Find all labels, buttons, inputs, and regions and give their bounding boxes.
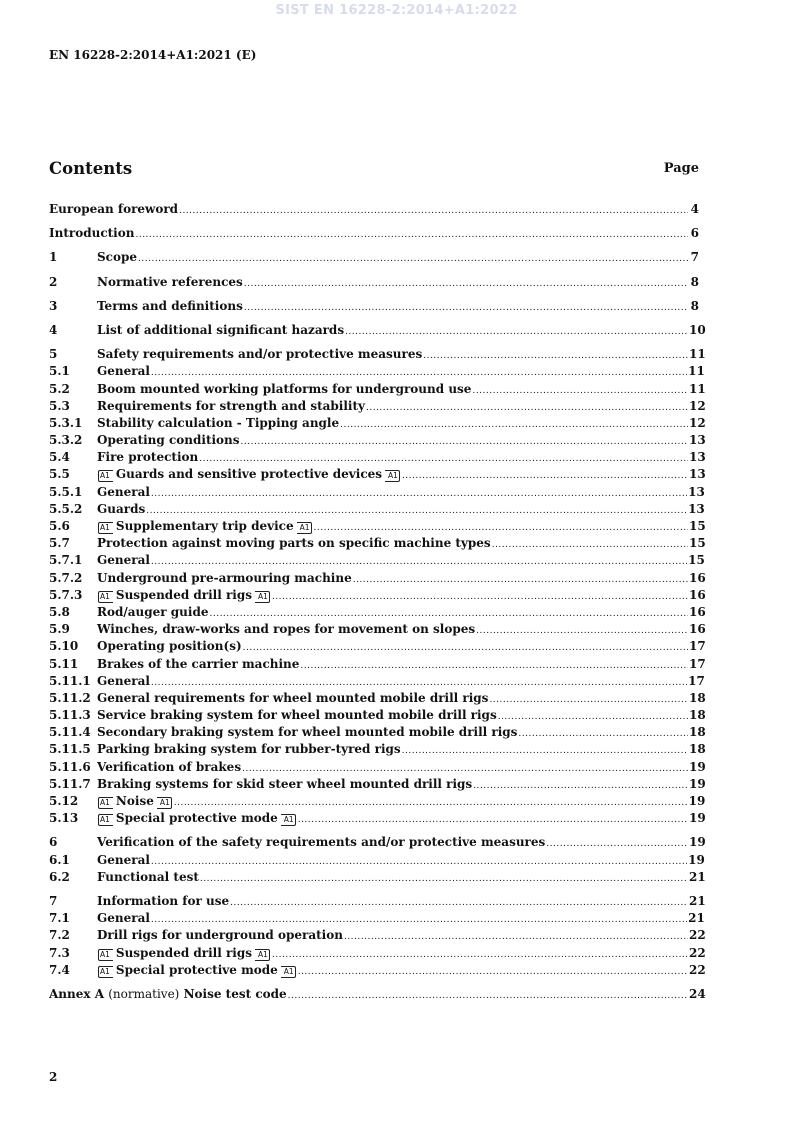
toc-entry-text: Supplementary trip device [115,519,294,533]
amendment-start-icon: A1 [98,522,113,534]
toc-entry-number: 7.1 [49,911,70,926]
toc-entry-number: 5.4 [49,450,70,465]
dot-leader [138,249,688,268]
toc-entry-page: 4 [690,202,699,216]
toc-entry-page: 21 [688,911,705,926]
toc-entry-text: Introduction [49,226,135,241]
toc-entry-title [97,298,243,315]
toc-entry-text: Boom mounted working platforms for underground use [97,381,472,396]
toc-entry-title [97,604,208,621]
annex-qualifier: (normative) [108,986,180,1001]
toc-entry-page: 18 [689,690,706,705]
toc-entry-number: 5.11.4 [49,725,91,740]
toc-entry-text: Underground pre-armouring machine [97,570,352,585]
toc-entry-number: 5.5.1 [49,484,83,499]
table-of-contents [49,201,706,1003]
toc-entry-page: 18 [689,725,706,740]
toc-entry-page: 16 [689,604,706,619]
toc-entry-title [97,552,150,569]
toc-entry-page: 16 [689,570,706,585]
toc-entry[interactable] [49,962,706,979]
toc-entry-page: 19 [689,811,706,826]
toc-entry[interactable] [49,852,705,869]
toc-entry-page: 22 [689,945,706,960]
toc-entry-page: 12 [689,398,706,413]
toc-entry-number: 5.6 [49,519,70,533]
toc-entry-page: 17 [689,639,706,654]
toc-entry-text: Information for use [97,893,230,908]
toc-entry-number: 5.7.1 [49,553,83,568]
toc-entry-text: Guards and sensitive protective devices [115,467,383,482]
toc-entry-text: General [97,553,150,568]
toc-entry-title [97,741,401,758]
watermark: SIST EN 16228-2:2014+A1:2022 [275,3,518,18]
toc-entry[interactable] [49,673,705,690]
toc-entry-number: 6.1 [49,852,70,867]
toc-entry[interactable] [49,656,706,673]
toc-entry[interactable] [49,201,699,218]
toc-entry-title [97,570,352,587]
toc-entry-title [97,690,488,707]
toc-entry-page: 22 [689,962,706,977]
toc-entry[interactable] [49,724,706,741]
toc-entry-number: 5.11 [49,656,79,671]
toc-entry-title [97,962,297,979]
toc-entry-title [97,673,150,690]
toc-entry-text: Terms and definitions [97,298,243,313]
toc-entry-page: 19 [688,852,705,867]
toc-entry-text: Braking systems for skid steer wheel mounted drill rigs [97,776,473,791]
toc-entry-page: 22 [689,928,706,943]
toc-entry-page: 19 [689,835,706,850]
toc-entry-text: Drill rigs for underground operation [97,928,343,943]
toc-entry-text: Scope [97,250,138,265]
contents-header [49,159,699,181]
toc-entry[interactable] [49,793,706,810]
toc-entry-page: 15 [689,519,706,533]
toc-entry-text: Requirements for strength and stability [97,398,365,413]
amendment-start-icon: A1 [98,949,113,961]
dot-leader [244,298,688,317]
toc-entry-text: General [97,364,150,379]
toc-entry-number: 5.11.6 [49,759,91,774]
toc-entry-number: 5.7.3 [49,587,83,602]
toc-entry[interactable] [49,535,706,552]
toc-entry[interactable] [49,381,706,398]
toc-entry-title [97,759,241,776]
toc-entry-page: 8 [690,274,699,289]
toc-entry-title [97,535,491,552]
toc-entry-number: 5.3.2 [49,433,83,448]
toc-entry-page: 13 [688,484,705,499]
toc-entry-title [97,776,472,793]
toc-entry-title [49,201,178,218]
toc-entry-page: 13 [689,433,706,448]
toc-entry[interactable] [49,518,706,535]
toc-entry-number: 5.11.2 [49,690,91,705]
toc-entry-title [97,587,271,604]
annex-label: Annex A [49,986,105,1001]
toc-entry-title [97,852,150,869]
toc-entry-title [97,449,198,466]
amendment-start-icon: A1 [98,591,113,603]
toc-entry-title [97,869,199,886]
toc-entry-number: 6.2 [49,869,70,884]
toc-entry-title [97,910,150,927]
toc-entry-page: 13 [688,501,705,516]
toc-entry-page: 10 [689,322,706,337]
toc-entry-text: General [97,673,150,688]
toc-entry-text: Verification of the safety requirements and/or protective measures [97,835,546,850]
toc-entry-page: 15 [688,553,705,568]
amendment-end-icon: A1 [255,591,270,603]
dot-leader [298,962,688,981]
toc-entry-text: Parking braking system for rubber-tyred rigs [97,742,401,757]
toc-entry-text: General [97,484,150,499]
toc-entry-page: 19 [689,776,706,791]
toc-entry[interactable] [49,707,706,724]
toc-entry-title [97,274,243,291]
toc-entry-title [97,501,145,518]
toc-entry-text: Fire protection [97,450,199,465]
toc-entry-number: 5.5.2 [49,501,83,516]
toc-entry-number: 5.11.5 [49,742,91,757]
toc-entry[interactable] [49,741,706,758]
toc-entry-title [97,484,150,501]
toc-entry-page: 8 [690,298,699,313]
amendment-end-icon: A1 [281,814,296,826]
toc-entry-title [97,621,475,638]
toc-entry-title [97,249,137,266]
toc-entry-number: 3 [49,298,58,313]
toc-entry-title [97,927,343,944]
toc-entry-number: 5.11.3 [49,708,91,723]
toc-entry-number: 5.3 [49,398,70,413]
toc-entry[interactable] [49,363,705,380]
toc-entry-number: 5.3.1 [49,415,83,430]
dot-leader [345,322,688,341]
toc-entry-text: Winches, draw-works and ropes for movement on slopes [97,622,476,637]
toc-entry-number: 6 [49,835,58,850]
toc-entry-page: 16 [689,622,706,637]
toc-entry-text: Functional test [97,869,199,884]
amendment-end-icon: A1 [281,966,296,978]
toc-entry-title [97,363,150,380]
toc-entry[interactable] [49,810,706,827]
toc-entry-page: 24 [689,986,706,1001]
toc-entry-text: Operating position(s) [97,639,242,654]
toc-entry-text: Noise [115,794,154,808]
toc-entry-title [97,893,229,910]
toc-entry-text: Service braking system for wheel mounted mobile drill rigs [97,708,497,723]
toc-entry-page: 13 [689,450,706,465]
toc-entry-title [97,322,344,339]
toc-entry[interactable] [49,346,706,363]
toc-entry[interactable] [49,604,706,621]
toc-entry-text: Guards [97,501,146,516]
dot-leader [179,201,688,220]
toc-entry-text: Operating conditions [97,433,240,448]
toc-entry-page: 18 [689,742,706,757]
toc-entry-title [97,638,242,655]
toc-entry-number: 5.5 [49,467,70,482]
toc-entry-title [97,810,297,827]
document-id: EN 16228-2:2014+A1:2021 (E) [49,48,257,62]
amendment-end-icon: A1 [297,522,312,534]
toc-entry-number: 7.2 [49,928,70,943]
page-column-title: Page [663,161,699,176]
toc-entry-text: Verification of brakes [97,759,242,774]
toc-entry-text: Protection against moving parts on specific machine types [97,536,491,551]
amendment-end-icon: A1 [255,949,270,961]
amendment-start-icon: A1 [98,814,113,826]
toc-entry[interactable] [49,274,699,291]
toc-entry-number: 5.7.2 [49,570,83,585]
toc-entry-number: 2 [49,274,58,289]
toc-entry-page: 11 [689,347,706,362]
toc-entry-title [97,518,313,535]
toc-entry[interactable] [49,759,706,776]
toc-entry-text: Suspended drill rigs [115,587,252,602]
toc-entry-text: Noise test code [183,986,287,1001]
toc-entry-text: Rod/auger guide [97,604,209,619]
toc-entry-text: Special protective mode [115,962,278,977]
toc-entry-page: 21 [689,869,706,884]
toc-entry-number: 5.7 [49,536,70,551]
footer-page-number: 2 [49,1070,58,1084]
toc-entry-title [97,793,173,810]
toc-entry[interactable] [49,834,706,851]
dot-leader [200,869,688,888]
toc-entry[interactable] [49,638,706,655]
toc-entry-title [97,381,471,398]
toc-entry-page: 19 [688,794,706,808]
toc-entry-page: 18 [689,708,706,723]
toc-entry-number: 5.11.7 [49,776,91,791]
dot-leader [288,986,688,1005]
toc-entry[interactable] [49,927,706,944]
toc-entry-number: 7.4 [49,962,70,977]
toc-entry[interactable] [49,587,706,604]
toc-entry[interactable] [49,776,706,793]
toc-entry[interactable] [49,249,699,266]
dot-leader [135,225,688,244]
toc-entry-number: 5.11.1 [49,673,91,688]
toc-entry[interactable] [49,415,706,432]
toc-entry-text: Special protective mode [115,811,278,826]
toc-entry-page: 19 [689,759,706,774]
amendment-start-icon: A1 [98,797,113,809]
amendment-end-icon: A1 [385,470,400,482]
toc-entry[interactable] [49,621,706,638]
toc-entry[interactable] [49,398,706,415]
toc-entry-title [97,432,240,449]
toc-entry-page: 13 [689,467,706,482]
toc-entry-title [97,707,497,724]
dot-leader [244,274,688,293]
toc-entry-title [97,466,401,483]
toc-entry-page: 15 [689,536,706,551]
toc-entry-title [97,656,299,673]
toc-entry-title [97,945,271,962]
toc-entry-text: List of additional significant hazards [97,322,345,337]
contents-title: Contents [49,159,133,178]
toc-entry-title [97,724,517,741]
toc-entry-title [97,415,339,432]
toc-entry-number: 7 [49,893,58,908]
toc-entry-title [97,398,365,415]
toc-entry-text: General [97,911,150,926]
toc-entry[interactable] [49,225,699,242]
toc-entry[interactable] [49,484,705,501]
toc-entry-page: 6 [690,226,699,241]
toc-entry-number: 5.9 [49,622,70,637]
toc-entry-title [49,986,287,1003]
amendment-start-icon: A1 [98,966,113,978]
dot-leader [298,810,688,829]
toc-entry-number: 5.13 [49,811,79,826]
toc-entry-number: 7.3 [49,945,70,960]
toc-entry-number: 1 [49,250,58,265]
toc-entry-page: 17 [688,673,705,688]
toc-entry-page: 11 [689,381,706,396]
toc-entry-number: 5 [49,347,58,362]
amendment-start-icon: A1 [98,470,113,482]
toc-entry-text: Suspended drill rigs [115,945,252,960]
toc-entry-page: 16 [689,587,706,602]
toc-entry[interactable] [49,869,706,886]
toc-entry[interactable] [49,298,699,315]
toc-entry-text: Normative references [97,274,243,289]
toc-entry[interactable] [49,501,705,518]
toc-entry[interactable] [49,466,706,483]
toc-entry-page: 21 [689,893,706,908]
toc-entry-text: General requirements for wheel mounted mobile drill rigs [97,690,489,705]
toc-entry[interactable] [49,910,705,927]
toc-entry-text: General [97,852,150,867]
toc-entry-title [97,346,422,363]
amendment-end-icon: A1 [157,797,172,809]
toc-entry-page: 17 [689,656,706,671]
toc-entry[interactable] [49,552,705,569]
toc-entry-title [97,834,545,851]
toc-entry-text: Brakes of the carrier machine [97,656,300,671]
toc-entry[interactable] [49,893,706,910]
toc-entry-number: 5.1 [49,364,70,379]
toc-entry[interactable] [49,432,706,449]
toc-entry[interactable] [49,690,706,707]
toc-entry-text: Secondary braking system for wheel mounted mobile drill rigs [97,725,518,740]
toc-entry-text: European foreword [49,202,179,216]
toc-entry-number: 5.8 [49,604,70,619]
toc-entry-number: 5.2 [49,381,70,396]
toc-entry-page: 12 [689,415,706,430]
toc-entry-number: 5.10 [49,639,79,654]
toc-entry[interactable] [49,570,706,587]
toc-entry-text: Stability calculation - Tipping angle [97,415,340,430]
toc-entry-title [49,225,134,242]
toc-entry[interactable] [49,449,706,466]
toc-entry-page: 11 [688,364,705,379]
toc-entry[interactable] [49,986,706,1003]
toc-entry-number: 4 [49,322,58,337]
toc-entry-number: 5.12 [49,794,79,808]
toc-entry-page: 7 [690,250,699,265]
toc-entry-text: Safety requirements and/or protective measures [97,347,423,362]
toc-entry[interactable] [49,945,706,962]
toc-entry[interactable] [49,322,706,339]
